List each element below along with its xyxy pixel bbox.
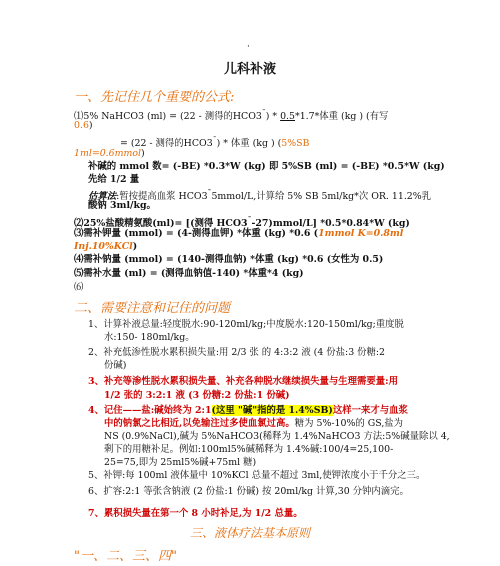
item-5: 5、补钾:每 100ml 液体量中 10%KCl 总量不超过 3ml,使钾浓度小于千分之三。 xyxy=(88,470,426,481)
item-2-line-2: 份碱) xyxy=(104,360,127,371)
formula-5: ⑸需补水量 (ml) = (测得血钠值-140) *体重*4 (kg) xyxy=(74,268,304,279)
item-1-line-2: 水:150- 180ml/kg。 xyxy=(104,332,195,343)
section-1-heading: 一、先记住几个重要的公式: xyxy=(74,90,235,105)
section-2-heading: 二、需要注意和记住的问题 xyxy=(74,301,231,316)
formula-6: ⑹ xyxy=(74,282,84,293)
section-3-heading: 三、液体疗法基本原则 xyxy=(189,526,310,540)
item-2-line-1: 2、补充低渗性脱水累积损失量:用 2/3 张 的 4:3:2 液 (4 份盐:3 份糖:2 xyxy=(88,347,386,358)
item-4-line-2: 中的钠氯之比相近,以免输注过多使血氯过高。糖为 5%-10%的 GS,盐为 xyxy=(104,418,404,429)
item-4-line-3: NS (0.9%NaCl),碱为 5%NaHCO3(稀释为 1.4%NaHCO3 方法:5%碱量除以 4, xyxy=(104,431,450,442)
formula-3-line-1: ⑶需补钾量 (mmol) = (4-测得血钾) *体重 (kg) *0.6 (1mmol K=0.8ml xyxy=(74,228,404,239)
item-6: 6、扩容:2:1 等张含钠液 (2 份盐:1 份碱) 按 20ml/kg 计算,30 分钟内滴完。 xyxy=(88,486,409,497)
formula-2: ⑵25%盐酸精氨酸(ml)= [(测得 HCO3¯-27)mmol/L] *0.5*0.84*W (kg) xyxy=(74,215,410,230)
item-4-line-1: 4、记住——盐:碱始终为 2:1(这里 "碱"指的是 1.4%SB)这样一来才与血浆 xyxy=(88,405,408,416)
formula-1-line-3: = (22 - 测得的HCO3¯) * 体重 (kg ) (5%SB xyxy=(120,135,310,150)
page-title: 儿科补液 xyxy=(223,62,276,77)
item-4-line-5: 25=75,即为 25ml5%碱+75ml 糖) xyxy=(104,457,257,468)
section-4-heading: "一、二、三、四" xyxy=(74,549,177,564)
item-1-line-1: 1、计算补液总量:轻度脱水:90-120ml/kg;中度脱水:120-150ml/kg;重度脱 xyxy=(88,319,404,330)
formula-1-line-4: 1ml=0.6mmol) xyxy=(74,148,145,159)
header-dot: · xyxy=(247,42,250,52)
formula-1-line-2: 0.6) xyxy=(74,120,93,131)
formula-1-line-7: 估算法:暂按提高血浆 HCO3¯5mmol/L,计算给 5% SB 5ml/kg*次 OR. 11.2%乳 xyxy=(88,188,432,203)
formula-1-line-8: 酸钠 3ml/kg。 xyxy=(88,200,156,211)
item-4-line-4: 剩下的用糖补足。例如:100ml5%碱稀释为 1.4%碱:100/4=25,100- xyxy=(104,444,394,455)
formula-3-line-2: Inj.10%KCl) xyxy=(74,241,138,252)
item-3-line-2: 1/2 张的 3:2:1 液 (3 份糖:2 份盐:1 份碱) xyxy=(104,390,290,401)
formula-1-line-6: 先给 1/2 量 xyxy=(88,174,140,185)
formula-1-line-5: 补碱的 mmol 数= (-BE) *0.3*W (kg) 即 5%SB (ml) = (-BE) *0.5*W (kg) xyxy=(88,161,445,172)
item-7: 7、累积损失量在第一个 8 小时补足,为 1/2 总量。 xyxy=(88,508,303,519)
item-3-line-1: 3、补充等渗性脱水累积损失量、补充各种脱水继续损失量与生理需要量:用 xyxy=(88,376,398,387)
formula-1-line-1: ⑴5% NaHCO3 (ml) = (22 - 测得的HCO3¯) * 0.5*1.7*体重 (kg ) (有写 xyxy=(74,108,389,123)
formula-4: ⑷需补钠量 (mmol) = (140-测得血钠) *体重 (kg) *0.6 (女性为 0.5) xyxy=(74,254,384,265)
